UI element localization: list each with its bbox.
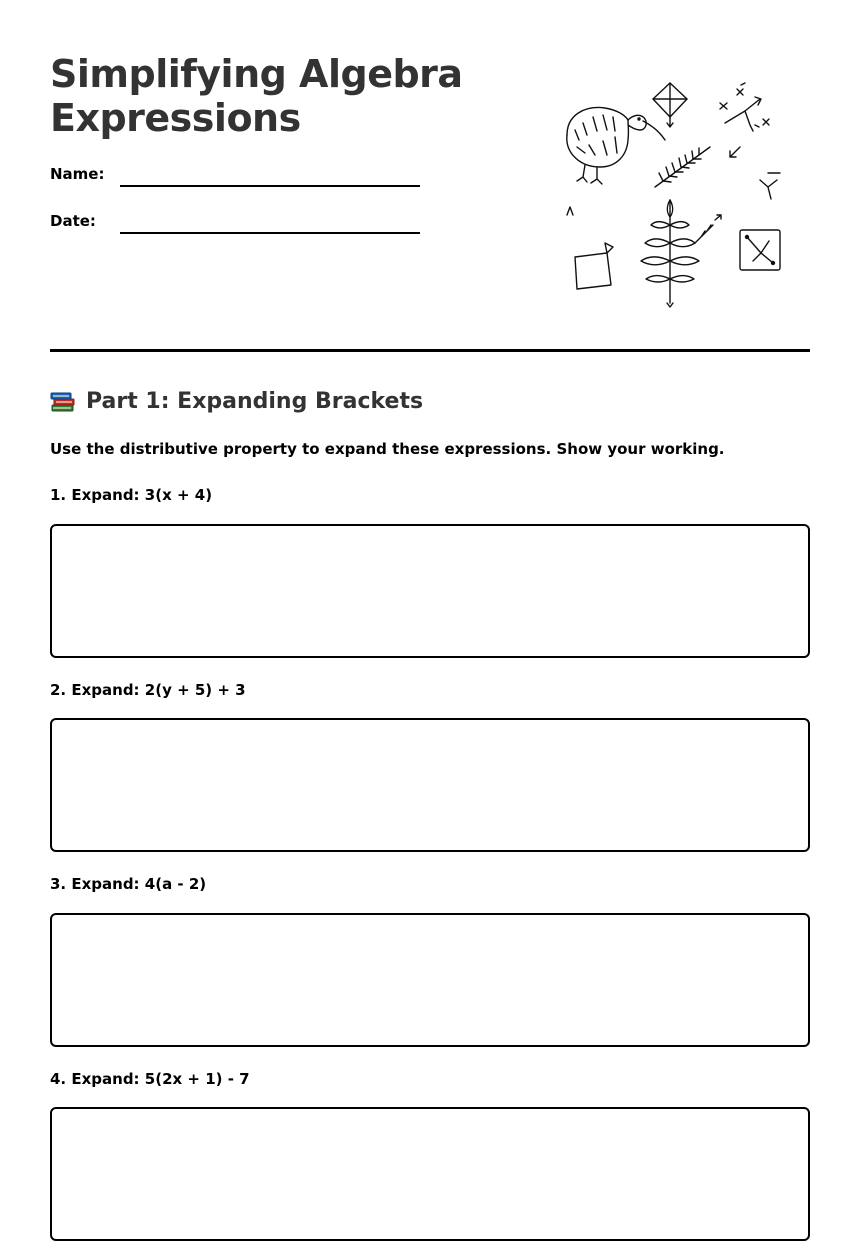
part1-heading: [50, 388, 423, 414]
question-4-answer-box[interactable]: [50, 1107, 810, 1241]
nz-illustration: [555, 75, 795, 310]
constellation-icon: [740, 230, 780, 270]
date-field[interactable]: [50, 212, 420, 242]
question-3-answer-box[interactable]: [50, 913, 810, 1047]
question-3-label: 3. Expand: 4(a - 2): [50, 875, 207, 893]
page-title: [50, 52, 490, 140]
question-1-label: 1. Expand: 3(x + 4): [50, 486, 213, 504]
part1-instructions: Use the distributive property to expand these expressions. Show your working.: [50, 440, 725, 458]
name-label: Name:: [50, 165, 105, 183]
question-2-answer-box[interactable]: [50, 718, 810, 852]
books-icon: [50, 388, 76, 414]
title-line-2: Expressions: [50, 96, 301, 140]
name-line[interactable]: [120, 185, 420, 187]
title-line-1: Simplifying Algebra: [50, 52, 463, 96]
square-diagram-icon: [575, 243, 613, 289]
date-line[interactable]: [120, 232, 420, 234]
date-label: Date:: [50, 212, 96, 230]
part1-title: Part 1: Expanding Brackets: [86, 388, 424, 414]
question-1-answer-box[interactable]: [50, 524, 810, 658]
header-divider: [50, 349, 810, 352]
fern-frond-icon: [655, 147, 710, 187]
fern-plant-icon: [641, 200, 713, 307]
question-4-label: 4. Expand: 5(2x + 1) - 7: [50, 1070, 250, 1088]
question-2-label: 2. Expand: 2(y + 5) + 3: [50, 681, 246, 699]
name-field[interactable]: [50, 165, 420, 195]
kiwi-bird-icon: [567, 107, 665, 184]
kite-icon: [653, 83, 687, 127]
arrow-icons: [567, 83, 780, 220]
